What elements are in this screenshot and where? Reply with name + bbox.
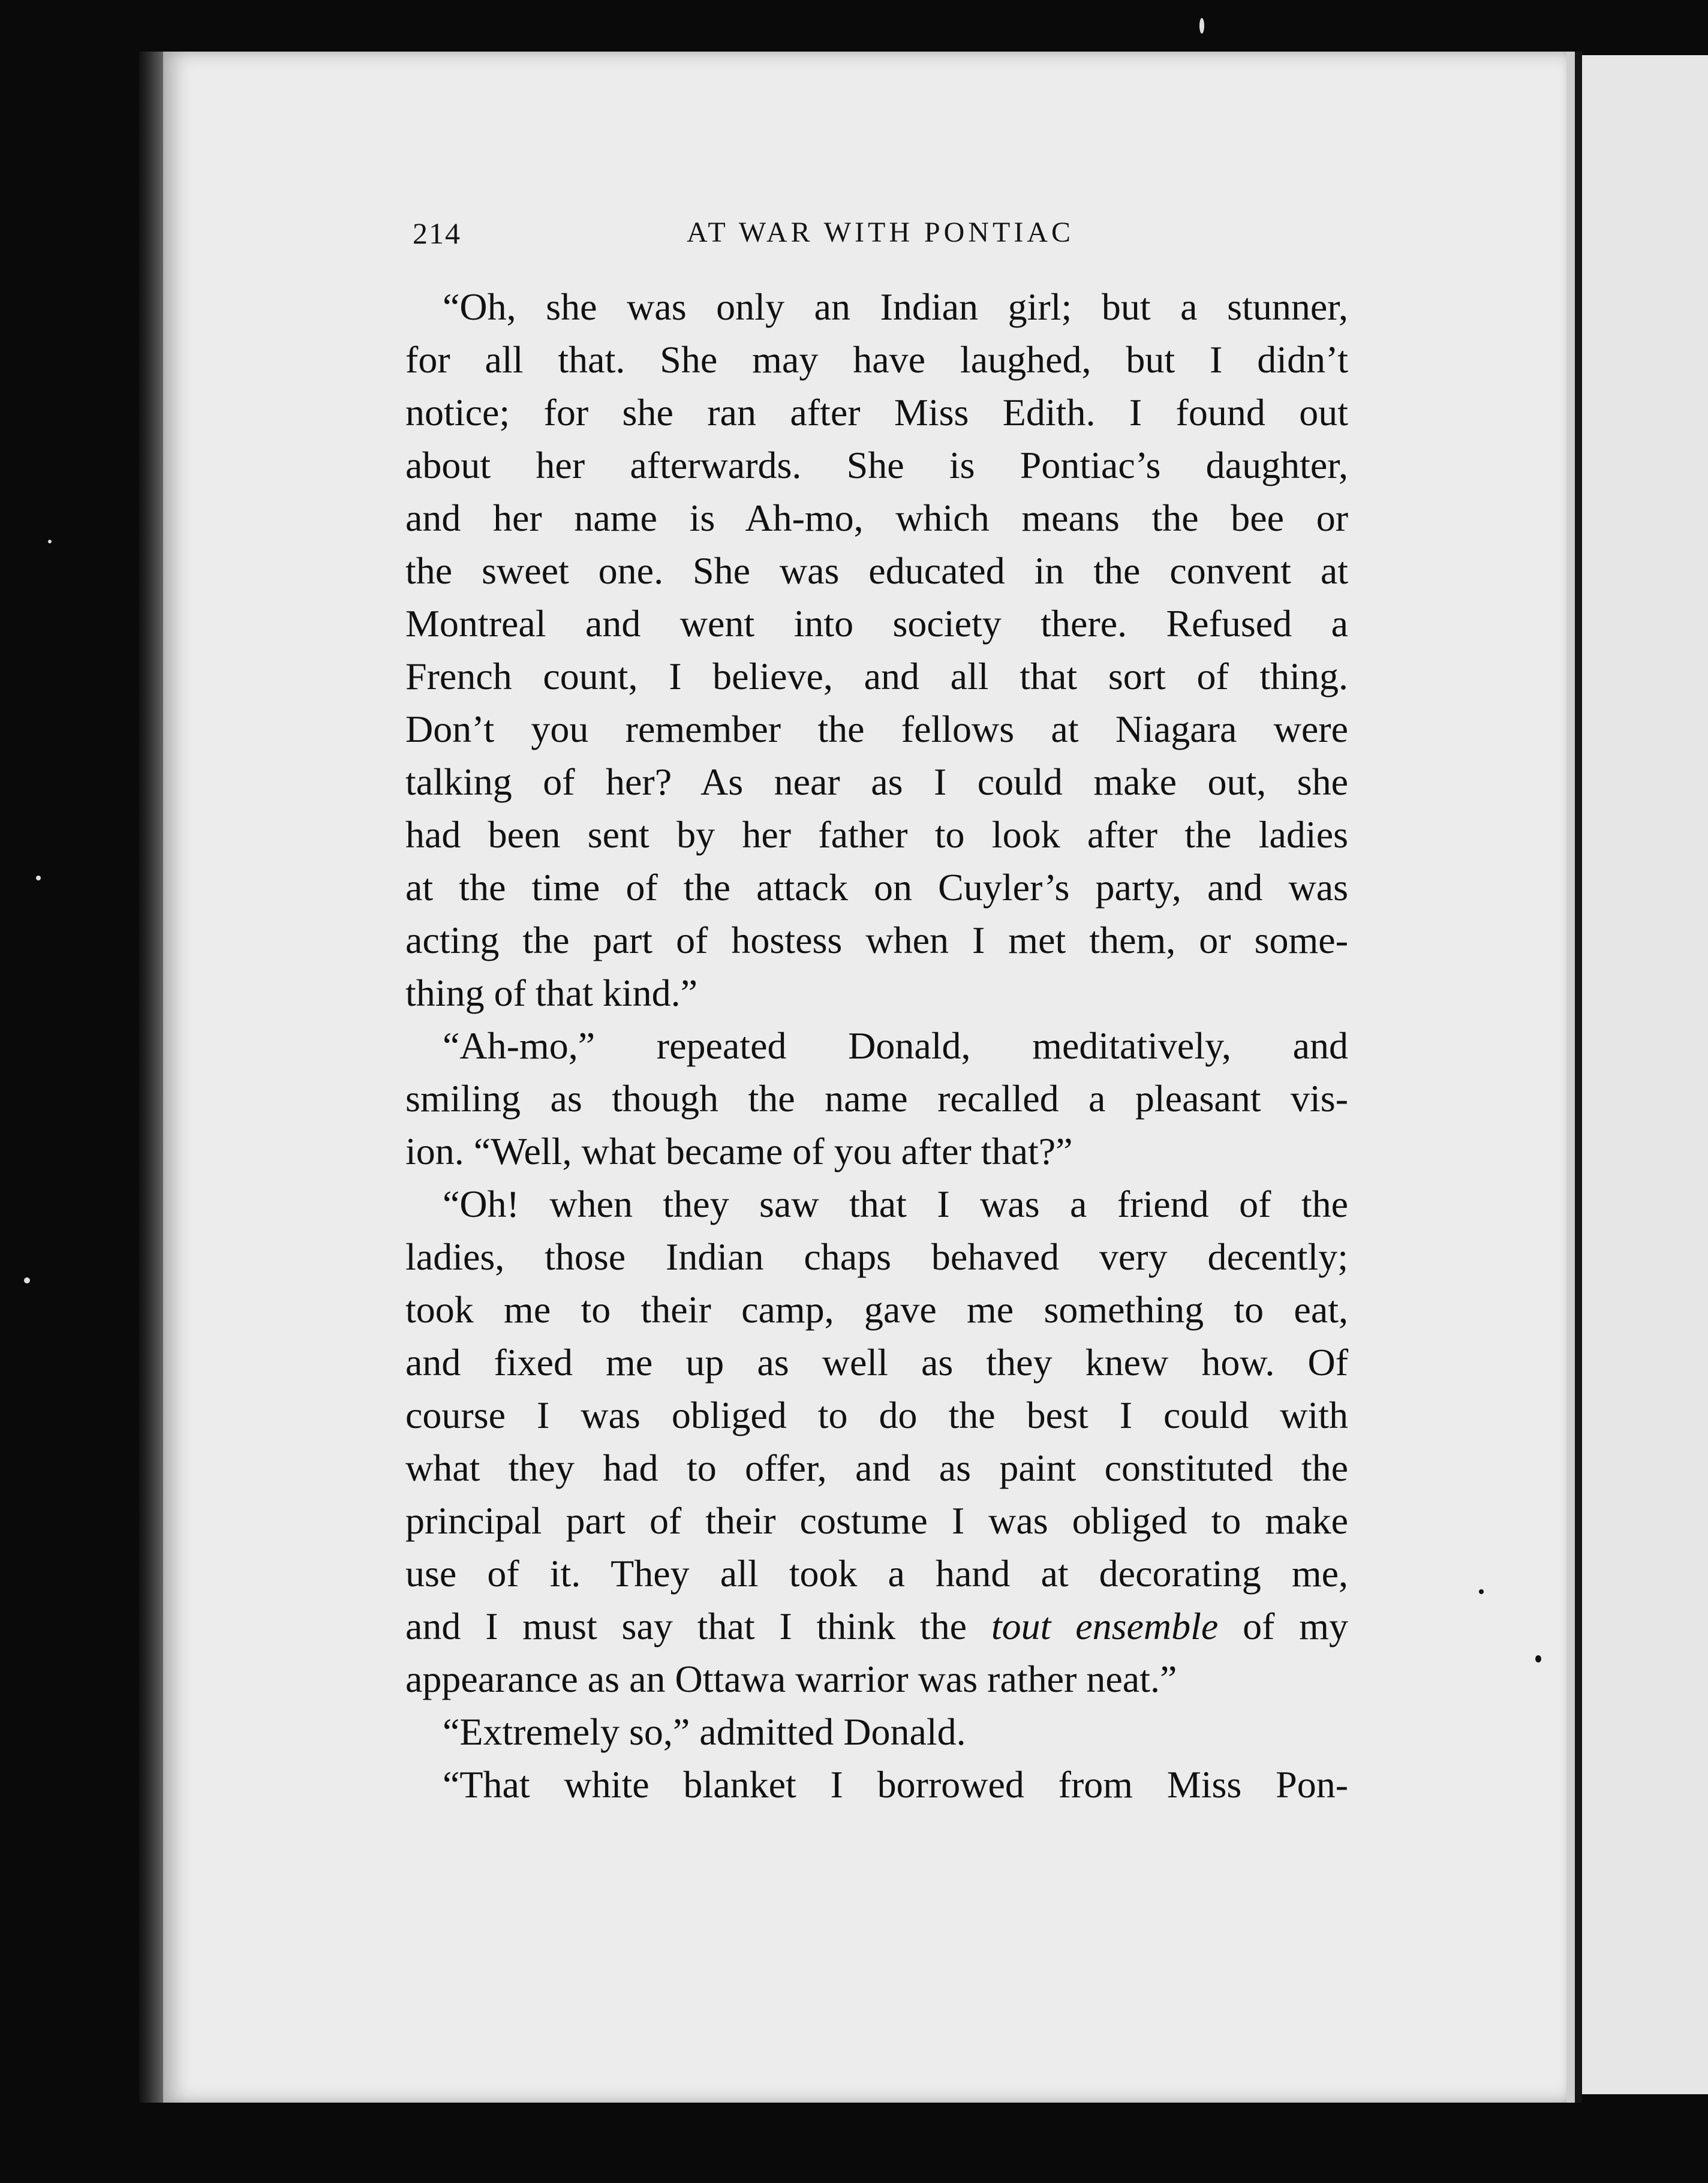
text-line: for all that. She may have laughed, but I didn’t <box>405 338 1348 381</box>
book-spine-shadow <box>139 52 164 2103</box>
text-line: course I was obliged to do the best I could with <box>405 1394 1348 1436</box>
facing-page-sliver <box>1582 55 1708 2094</box>
italic-phrase: tout ensemble <box>991 1605 1219 1647</box>
scan-speck <box>1479 1589 1484 1594</box>
text-line: appearance as an Ottawa warrior was rather neat.” <box>405 1658 1177 1700</box>
gutter-edge <box>1575 52 1582 2103</box>
scan-speck <box>1199 18 1204 34</box>
text-line: took me to their camp, gave me something to eat, <box>405 1288 1348 1331</box>
text-line: thing of that kind.” <box>405 972 698 1014</box>
scan-speck <box>24 1277 30 1283</box>
text-line: and I must say that I think the tout ensemble of my <box>405 1605 1349 1647</box>
text-line: French count, I believe, and all that sort of thing. <box>405 655 1348 697</box>
scan-speck <box>1535 1655 1541 1662</box>
text-line: acting the part of hostess when I met them, or some- <box>405 919 1348 961</box>
text-line: principal part of their costume I was obliged to make <box>405 1499 1348 1542</box>
text-line: “Oh! when they saw that I was a friend of the <box>443 1183 1348 1225</box>
text-line: about her afterwards. She is Pontiac’s daughter, <box>405 444 1348 486</box>
text-line: the sweet one. She was educated in the convent at <box>405 549 1348 592</box>
text-line: “Extremely so,” admitted Donald. <box>443 1710 966 1753</box>
text-line: smiling as though the name recalled a pleasant vis- <box>405 1077 1348 1120</box>
text-line: what they had to offer, and as paint constituted the <box>405 1447 1348 1489</box>
text-line: use of it. They all took a hand at decorating me, <box>405 1552 1348 1595</box>
text-line: and her name is Ah-mo, which means the bee or <box>405 497 1348 539</box>
running-title: AT WAR WITH PONTIAC <box>686 217 1074 248</box>
scan-speck <box>36 876 41 880</box>
running-head <box>413 216 1348 264</box>
text-line: and fixed me up as well as they knew how. Of <box>405 1341 1348 1384</box>
text-line: “That white blanket I borrowed from Miss Pon- <box>443 1763 1348 1806</box>
text-line: ion. “Well, what became of you after that?” <box>405 1130 1073 1172</box>
text-line: ladies, those Indian chaps behaved very decently; <box>405 1235 1348 1278</box>
page-edge <box>1566 52 1575 2103</box>
text-line: notice; for she ran after Miss Edith. I found out <box>405 391 1348 434</box>
text-line: had been sent by her father to look after the ladies <box>405 813 1348 856</box>
text-line: at the time of the attack on Cuyler’s party, and was <box>405 866 1348 909</box>
text-line: Don’t you remember the fellows at Niagara were <box>405 708 1348 750</box>
text-line: Montreal and went into society there. Refused a <box>405 602 1348 645</box>
text-line: “Ah-mo,” repeated Donald, meditatively, and <box>443 1024 1348 1067</box>
body-text <box>405 281 1348 1811</box>
page-number: 214 <box>413 217 461 250</box>
scan-speck <box>48 540 52 543</box>
text-line: talking of her? As near as I could make out, she <box>405 760 1348 803</box>
text-line: “Oh, she was only an Indian girl; but a stunner, <box>443 285 1348 328</box>
